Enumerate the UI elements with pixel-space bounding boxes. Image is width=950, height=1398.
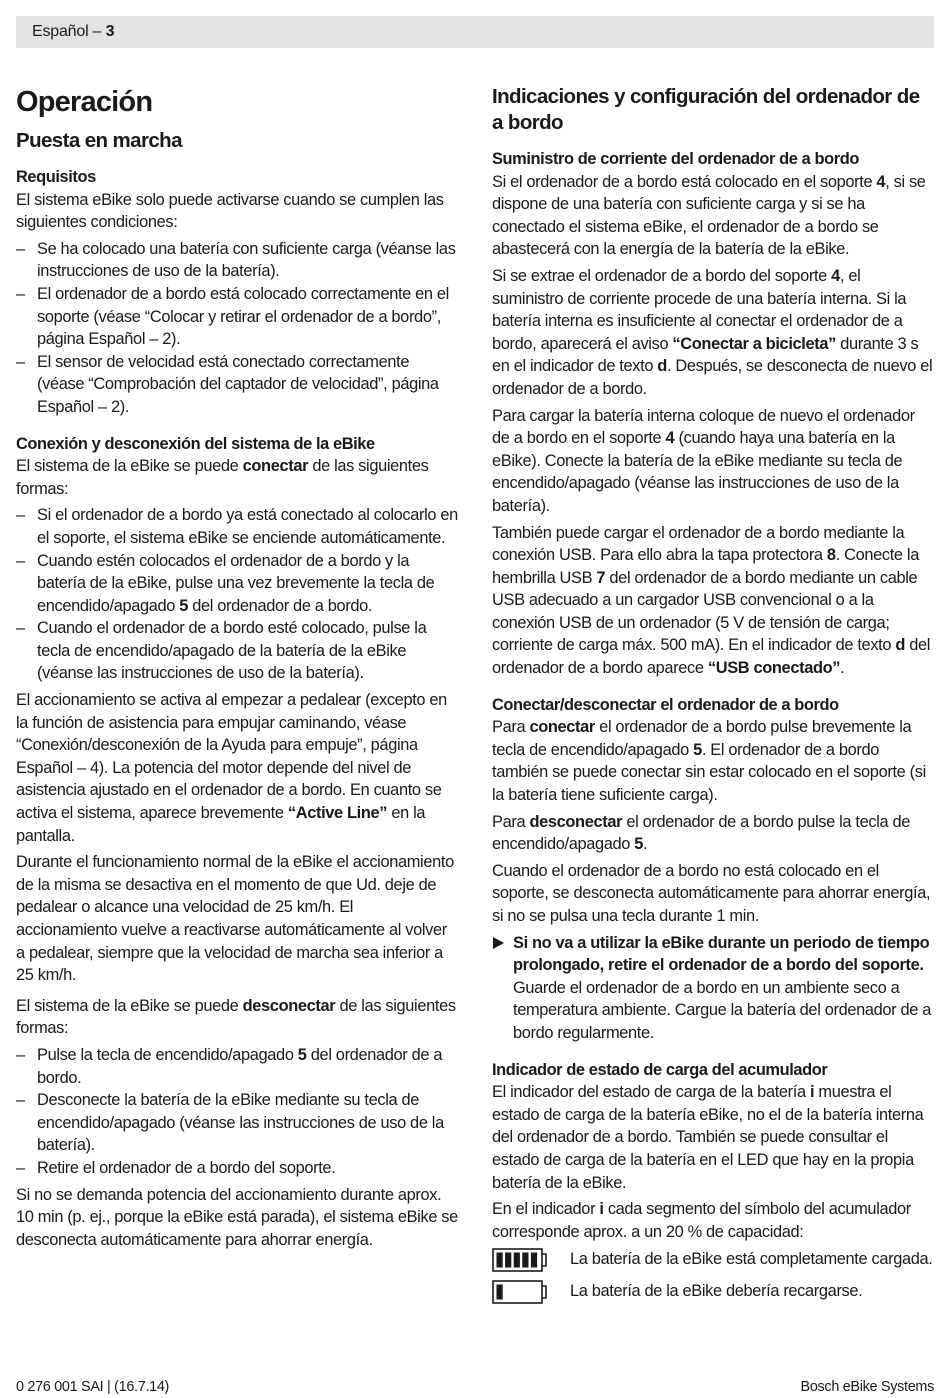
list-item: – Pulse la tecla de encendido/apagado 5 del ordenador de a bordo. (16, 1044, 458, 1089)
triangle-bullet-icon (493, 937, 504, 949)
battery-segment (497, 1285, 503, 1300)
list-item: – Cuando el ordenador de a bordo esté colocado, pulse la tecla de encendido/apagado de la batería de la eBike (véanse las instrucciones de uso de la batería). (16, 617, 458, 685)
section-title: Operación (16, 86, 153, 118)
paragraph-auto-off: Si no se demanda potencia del accionamiento durante aprox. 10 min (p. ej., porque la eBike está parada), el sistema eBike se desconecta automáticamente para ahorrar energía. (16, 1185, 458, 1249)
paragraph-supply-1: Si el ordenador de a bordo está colocado en el soporte 4, si se dispone de una batería con suficiente carga y si se ha conectado el sistema eBike, el ordenador de a bordo se abastecerá con la energía de la batería de la eBike. (492, 172, 926, 259)
battery-full-icon (492, 1248, 548, 1272)
paragraph-supply-3: Para cargar la batería interna coloque de nuevo el ordenador de a bordo en el soporte 4 (cuando haya una batería en la eBike). Conecte la batería de la eBike mediante su tecla de encendido/apagado (véanse las instrucciones de uso de la batería). (492, 406, 915, 515)
requirements-heading: Requisitos (16, 168, 96, 186)
connection-list (16, 504, 458, 685)
battery-segment (505, 1253, 511, 1268)
footer-document-code: 0 276 001 SAI | (16.7.14) (16, 1379, 170, 1395)
disconnection-intro: El sistema de la eBike se puede desconectar de las siguientes formas: (16, 996, 456, 1038)
paragraph-charge-2: En el indicador i cada segmento del símbolo del acumulador corresponde aprox. a un 20 % de capacidad: (492, 1200, 911, 1241)
requirements-intro: El sistema eBike solo puede activarse cuando se cumplen las siguientes condiciones: (16, 190, 444, 232)
paragraph-normal-operation: Durante el funcionamiento normal de la eBike el accionamiento de la misma se desactiva en el momento de que Ud. deje de pedalear o alcance una velocidad de 25 km/h. El accionamiento vuelve a reactivarse automáticamente al volver a pedalear, siempre que la velocidad de marcha sea inferior a 25 km/h. (16, 853, 454, 985)
footer-brand: Bosch eBike Systems (800, 1379, 934, 1395)
battery-low-icon (492, 1280, 548, 1304)
supply-heading: Suministro de corriente del ordenador de a bordo (492, 150, 859, 168)
list-item: – Cuando estén colocados el ordenador de a bordo y la batería de la eBike, pulse una vez brevemente la tecla de encendido/apagado 5 del ordenador de a bordo. (16, 550, 458, 618)
subsection-title: Puesta en marcha (16, 129, 182, 152)
warning-note: Si no va a utilizar la eBike durante un periodo de tiempo prolongado, retire el ordenador de a bordo del soporte. Guarde el ordenador de a bordo en un ambiente seco a temperatura ambiente. Cargue la batería del ordenador de a bordo regularmente. (492, 932, 934, 1045)
header-page-number: 3 (105, 23, 115, 40)
list-item: – Desconecte la batería de la eBike mediante su tecla de encendido/apagado (véanse las instrucciones de uso de la batería). (16, 1089, 458, 1157)
paragraph-supply-4: También puede cargar el ordenador de a bordo mediante la conexión USB. Para ello abra la tapa protectora 8. Conecte la hembrilla USB 7 del ordenador de a bordo mediante un cable USB adecuado a un cargador USB convencional o a la conexión USB de un ordenador (5 V de tensión de carga; corriente de carga máx. 500 mA). En el indicador de texto d del ordenador de a bordo aparece “USB conectado”. (492, 523, 931, 678)
paragraph-supply-2: Si se extrae el ordenador de a bordo del soporte 4, el suministro de corriente procede de una batería interna. Si la batería interna es insuficiente al conectar el ordenador de a bordo, aparecerá el aviso “Conectar a bicicleta” durante 3 s en el indicador de texto d. Después, se desconecta de nuevo el ordenador de a bordo. (492, 266, 933, 398)
connection-heading: Conexión y desconexión del sistema de la eBike (16, 434, 375, 453)
list-item: – El ordenador de a bordo está colocado correctamente en el soporte (véase “Colocar y retirar el ordenador de a bordo”, página Español – 2). (16, 283, 458, 351)
battery-segment (514, 1253, 520, 1268)
requirements-list (16, 238, 458, 419)
paragraph-onoff-2: Para desconectar el ordenador de a bordo pulse la tecla de encendido/apagado 5. (492, 812, 910, 854)
disconnection-list (16, 1044, 458, 1180)
page-header (16, 16, 934, 48)
subsection-title: Indicaciones y configuración del ordenador de a bordo (492, 85, 920, 134)
battery-full-row (492, 1247, 934, 1279)
connection-intro: El sistema de la eBike se puede conectar de las siguientes formas: (16, 457, 429, 498)
battery-segment (522, 1253, 528, 1268)
left-column (16, 84, 458, 1255)
header-separator: – (88, 23, 106, 40)
battery-segment (497, 1253, 503, 1268)
onoff-heading: Conectar/desconectar el ordenador de a bordo (492, 695, 839, 714)
battery-low-row (492, 1279, 934, 1311)
battery-full-text: La batería de la eBike está completamente cargada. (570, 1250, 933, 1269)
right-column (492, 84, 934, 1311)
paragraph-onoff-3: Cuando el ordenador de a bordo no está colocado en el soporte, se desconecta automáticamente para ahorrar energía, si no se pulsa una tecla durante 1 min. (492, 861, 931, 925)
list-item: – Si el ordenador de a bordo ya está conectado al colocarlo en el soporte, el sistema eBike se enciende automáticamente. (16, 504, 458, 549)
battery-segment (531, 1253, 537, 1268)
paragraph-charge-1: El indicador del estado de carga de la batería i muestra el estado de carga de la batería eBike, no el de la batería interna del ordenador de a bordo. También se puede consultar el estado de carga de la batería en el LED que hay en la propia batería de la eBike. (492, 1083, 924, 1192)
header-language: Español (32, 23, 89, 40)
charge-heading: Indicador de estado de carga del acumulador (492, 1060, 828, 1079)
battery-low-text: La batería de la eBike debería recargarse. (570, 1282, 863, 1301)
list-item: – Retire el ordenador de a bordo del soporte. (16, 1157, 458, 1180)
list-item: – Se ha colocado una batería con suficiente carga (véanse las instrucciones de uso de la batería). (16, 238, 458, 283)
list-item: – El sensor de velocidad está conectado correctamente (véase “Comprobación del captador de velocidad”, página Español – 2). (16, 351, 458, 419)
paragraph-onoff-1: Para conectar el ordenador de a bordo pulse brevemente la tecla de encendido/apagado 5. El ordenador de a bordo también se puede conectar sin estar colocado en el soporte (si la batería tiene suficiente carga). (492, 718, 926, 805)
paragraph-activation: El accionamiento se activa al empezar a pedalear (excepto en la función de asistencia para empujar caminando, véase “Conexión/desconexión de la Ayuda para empuje”, página Español – 4). La potencia del motor depende del nivel de asistencia ajustado en el ordenador de a bordo. En cuanto se activa el sistema, aparece brevemente “Active Line” en la pantalla. (16, 691, 447, 845)
